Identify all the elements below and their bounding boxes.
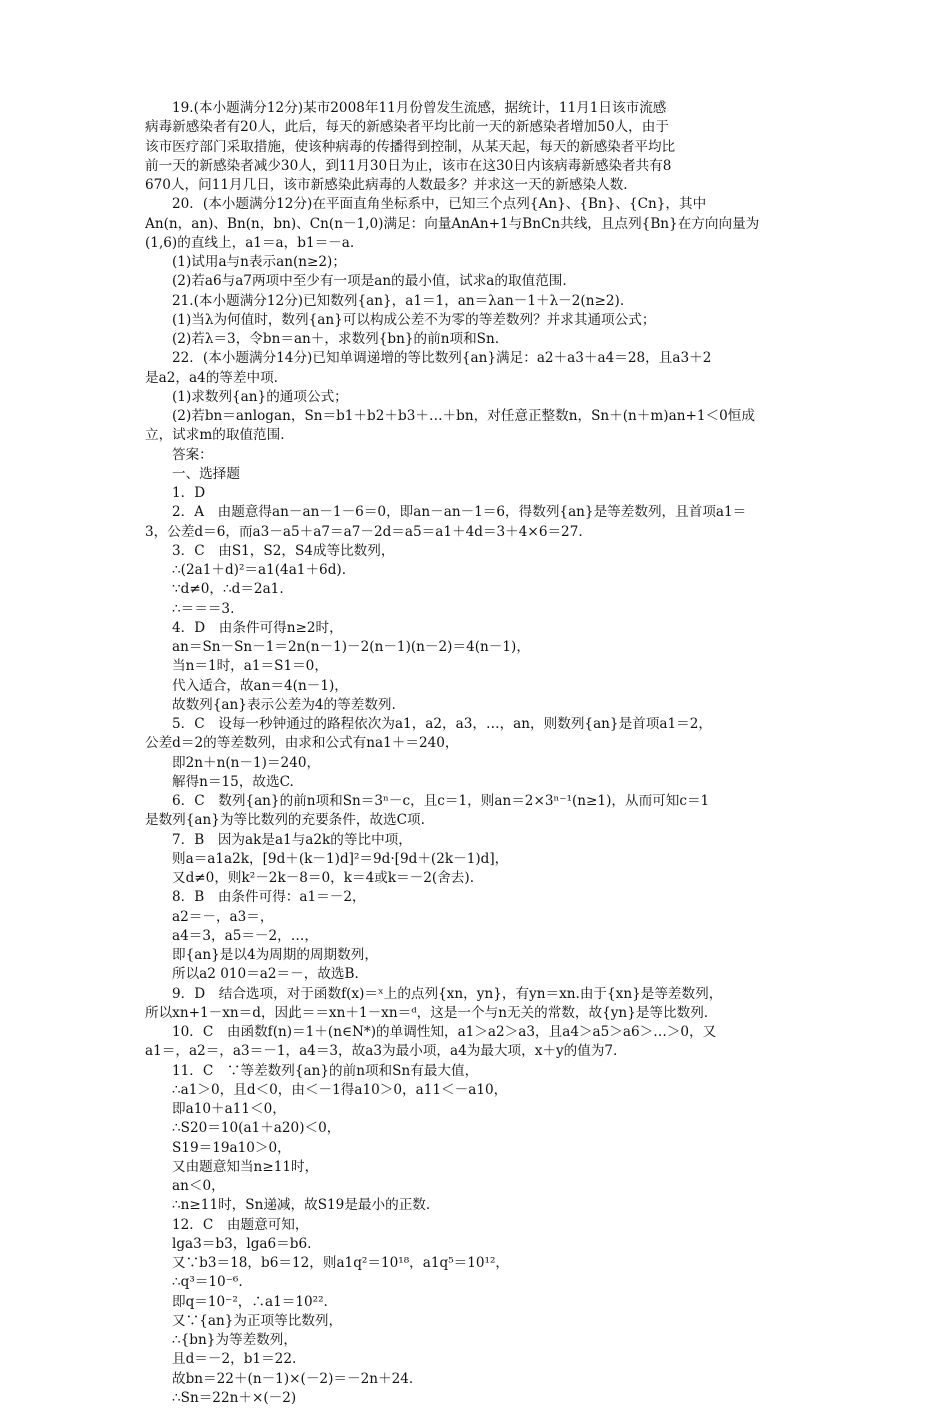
question-text-line: (1)当λ为何值时，数列{an}可以构成公差不为零的等差数列？并求其通项公式； [145,311,813,330]
answer-text-line: 即2n＋n(n－1)＝240， [145,754,813,773]
answer-text-line: ∵d≠0，∴d＝2a1. [145,580,813,599]
answer-text-line: 又由题意知当n≥11时， [145,1158,813,1177]
answer-text-line: ∴q³＝10⁻⁶. [145,1273,813,1292]
answer-text-line: an＝Sn－Sn－1＝2n(n－1)－2(n－1)(n－2)＝4(n－1)， [145,638,813,657]
answer-text-line: 5．C 设每一秒钟通过的路程依次为a1，a2，a3，…，an，则数列{an}是首项a1＝2， [145,715,813,734]
answer-text-line: 1．D [145,484,813,503]
answer-text-line: 6．C 数列{an}的前n项和Sn＝3ⁿ－c，且c＝1，则an＝2×3ⁿ⁻¹(n≥1)，从而可知c＝1 [145,792,813,811]
document-page [145,99,813,1408]
answer-text-line: ∴(2a1＋d)²＝a1(4a1＋6d). [145,561,813,580]
answer-text-line: 11．C ∵等差数列{an}的前n项和Sn有最大值， [145,1062,813,1081]
answer-text-line: ∴a1＞0，且d＜0，由＜－1得a10＞0，a11＜－a10， [145,1081,813,1100]
answer-text-line: 且d＝－2，b1＝22. [145,1350,813,1369]
answer-text-line: 答案： [145,446,813,465]
answer-text-line: 2．A 由题意得an－an－1－6＝0，即an－an－1＝6，得数列{an}是等差数列，且首项a1＝ [145,503,813,522]
answer-text-line: 所以a2 010＝a2＝－，故选B. [145,965,813,984]
question-text-line: 是a2，a4的等差中项. [145,369,813,388]
question-text-line: 20．(本小题满分12分)在平面直角坐标系中，已知三个点列{An}、{Bn}、{Cn}，其中 [145,195,813,214]
answer-text-line: 9．D 结合选项，对于函数f(x)＝ˣ上的点列{xn，yn}，有yn＝xn.由于{xn}是等差数列， [145,985,813,1004]
answer-text-line: an＜0， [145,1177,813,1196]
answer-text-line: ∴＝＝＝3. [145,600,813,619]
answer-text-line: ∴Sn＝22n＋×(－2) [145,1389,813,1408]
question-section [145,99,813,446]
answer-text-line: 是数列{an}为等比数列的充要条件，故选C项. [145,811,813,830]
answer-text-line: 8．B 由条件可得：a1＝－2， [145,888,813,907]
answer-text-line: ∴{bn}为等差数列， [145,1331,813,1350]
answer-text-line: 则a＝a1a2k，[9d＋(k－1)d]²＝9d·[9d＋(2k－1)d]， [145,850,813,869]
question-text-line: 21.(本小题满分12分)已知数列{an}，a1＝1，an＝λan－1＋λ－2(n≥2). [145,292,813,311]
answer-text-line: 故bn＝22＋(n－1)×(－2)＝－2n＋24. [145,1370,813,1389]
answer-text-line: 又∵b3＝18，b6＝12，则a1q²＝10¹⁸，a1q⁵＝10¹²， [145,1254,813,1273]
answer-text-line: 4．D 由条件可得n≥2时， [145,619,813,638]
answer-text-line: S19＝19a10＞0， [145,1139,813,1158]
answer-text-line: 7．B 因为ak是a1与a2k的等比中项， [145,831,813,850]
answer-section [145,446,813,1408]
answer-text-line: 12．C 由题意可知， [145,1216,813,1235]
answer-text-line: 3，公差d＝6，而a3－a5＋a7＝a7－2d＝a5＝a1＋4d＝3＋4×6＝27. [145,523,813,542]
question-text-line: (1)试用a与n表示an(n≥2)； [145,253,813,272]
question-text-line: (2)若bn＝anlogan，Sn＝b1＋b2＋b3＋…＋bn，对任意正整数n，Sn＋(n＋m)an+1＜0恒成 [145,407,813,426]
question-text-line: 670人，问11月几日，该市新感染此病毒的人数最多？并求这一天的新感染人数. [145,176,813,195]
answer-text-line: 公差d＝2的等差数列，由求和公式有na1＋＝240， [145,734,813,753]
answer-text-line: 当n＝1时，a1＝S1＝0， [145,657,813,676]
answer-text-line: 所以xn+1－xn＝d，因此＝＝xn＋1－xn＝ᵈ，这是一个与n无关的常数，故{yn}是等比数列. [145,1004,813,1023]
answer-text-line: a4＝3，a5＝－2，…， [145,927,813,946]
question-text-line: 22．(本小题满分14分)已知单调递增的等比数列{an}满足：a2＋a3＋a4＝28，且a3＋2 [145,349,813,368]
answer-text-line: lga3＝b3，lga6＝b6. [145,1235,813,1254]
answer-text-line: 10．C 由函数f(n)＝1＋(n∈N*)的单调性知，a1＞a2＞a3，且a4＞a5＞a6＞…＞0，又 [145,1023,813,1042]
answer-text-line: 又∵{an}为正项等比数列， [145,1312,813,1331]
question-text-line: 病毒新感染者有20人，此后，每天的新感染者平均比前一天的新感染者增加50人，由于 [145,118,813,137]
answer-text-line: 故数列{an}表示公差为4的等差数列. [145,696,813,715]
answer-text-line: ∴S20＝10(a1＋a20)＜0， [145,1119,813,1138]
question-text-line: 该市医疗部门采取措施，使该种病毒的传播得到控制，从某天起，每天的新感染者平均比 [145,138,813,157]
question-text-line: (2)若λ＝3，令bn＝an＋，求数列{bn}的前n项和Sn. [145,330,813,349]
answer-text-line: 又d≠0，则k²－2k－8＝0，k＝4或k＝－2(舍去). [145,869,813,888]
question-text-line: (2)若a6与a7两项中至少有一项是an的最小值，试求a的取值范围. [145,272,813,291]
question-text-line: (1,6)的直线上，a1＝a，b1＝－a. [145,234,813,253]
question-text-line: 19.(本小题满分12分)某市2008年11月份曾发生流感，据统计，11月1日该市流感 [145,99,813,118]
answer-text-line: a1＝，a2＝，a3＝－1，a4＝3，故a3为最小项，a4为最大项，x＋y的值为7. [145,1042,813,1061]
answer-text-line: 一、选择题 [145,465,813,484]
answer-text-line: 代入适合，故an＝4(n－1)， [145,677,813,696]
answer-text-line: 即{an}是以4为周期的周期数列， [145,946,813,965]
answer-text-line: 即q＝10⁻²，∴a1＝10²². [145,1293,813,1312]
answer-text-line: 解得n＝15，故选C. [145,773,813,792]
question-text-line: (1)求数列{an}的通项公式； [145,388,813,407]
answer-text-line: 即a10＋a11＜0， [145,1100,813,1119]
answer-text-line: ∴n≥11时，Sn递减，故S19是最小的正数. [145,1196,813,1215]
answer-text-line: 3．C 由S1，S2，S4成等比数列， [145,542,813,561]
question-text-line: An(n，an)、Bn(n，bn)、Cn(n－1,0)满足：向量AnAn+1与BnCn共线，且点列{Bn}在方向向量为 [145,215,813,234]
question-text-line: 立，试求m的取值范围. [145,426,813,445]
answer-text-line: a2＝－，a3＝， [145,908,813,927]
question-text-line: 前一天的新感染者减少30人，到11月30日为止，该市在这30日内该病毒新感染者共有8 [145,157,813,176]
